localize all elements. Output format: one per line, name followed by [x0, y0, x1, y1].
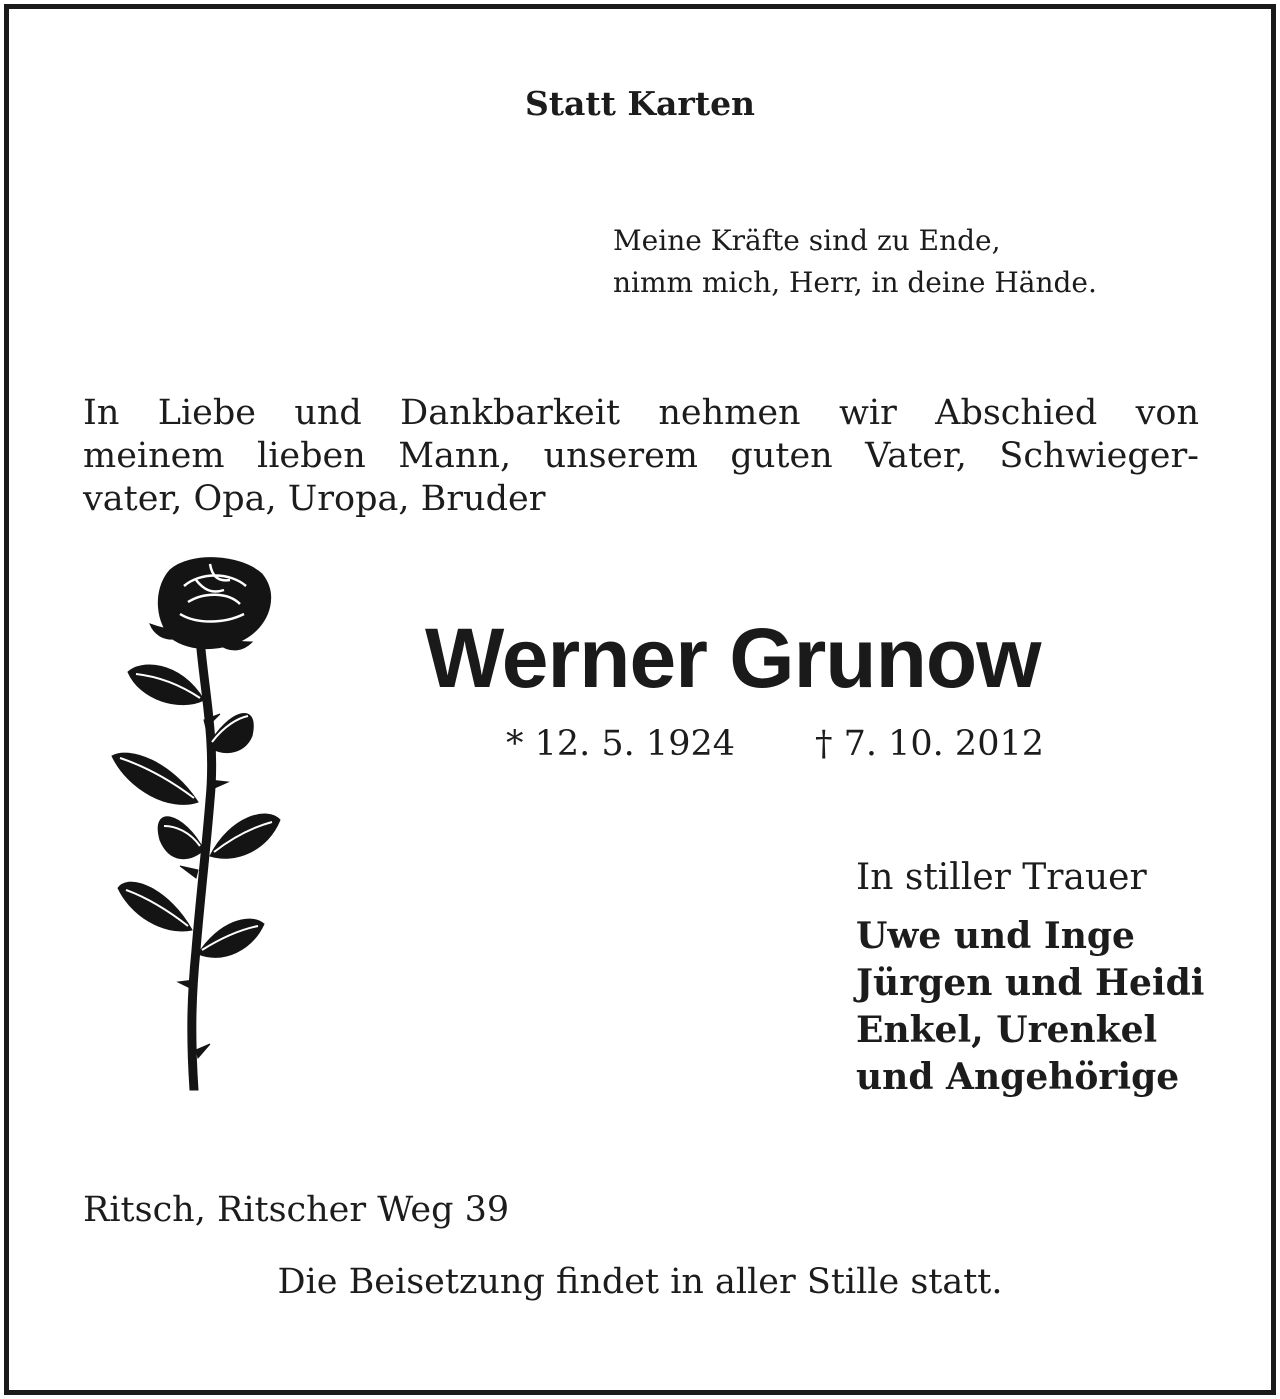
intro-line: vater, Opa, Uropa, Bruder	[83, 479, 546, 519]
rose-icon	[100, 550, 300, 1120]
family-member: Enkel, Urenkel	[856, 1009, 1158, 1051]
death-date: † 7. 10. 2012	[815, 724, 1045, 764]
family-list	[856, 913, 1204, 1101]
mourning-line: In stiller Trauer	[856, 857, 1147, 898]
address-line: Ritsch, Ritscher Weg 39	[83, 1190, 510, 1230]
family-member: Uwe und Inge	[856, 915, 1135, 957]
motto-line: Meine Kräfte sind zu Ende,	[613, 224, 1001, 257]
family-member: und Angehörige	[856, 1056, 1180, 1098]
burial-note: Die Beisetzung findet in aller Stille statt.	[277, 1262, 1003, 1302]
birth-date: * 12. 5. 1924	[506, 724, 736, 764]
notice-header: Statt Karten	[524, 84, 756, 123]
motto-line: nimm mich, Herr, in deine Hände.	[613, 266, 1097, 299]
intro-text	[83, 392, 1199, 521]
deceased-name: Werner Grunow	[425, 611, 1041, 705]
family-member: Jürgen und Heidi	[856, 962, 1205, 1004]
intro-line: In Liebe und Dankbarkeit nehmen wir Abschied von	[83, 393, 1199, 433]
motto-verse	[613, 220, 1097, 304]
intro-line: meinem lieben Mann, unserem guten Vater, Schwieger-	[83, 436, 1199, 476]
